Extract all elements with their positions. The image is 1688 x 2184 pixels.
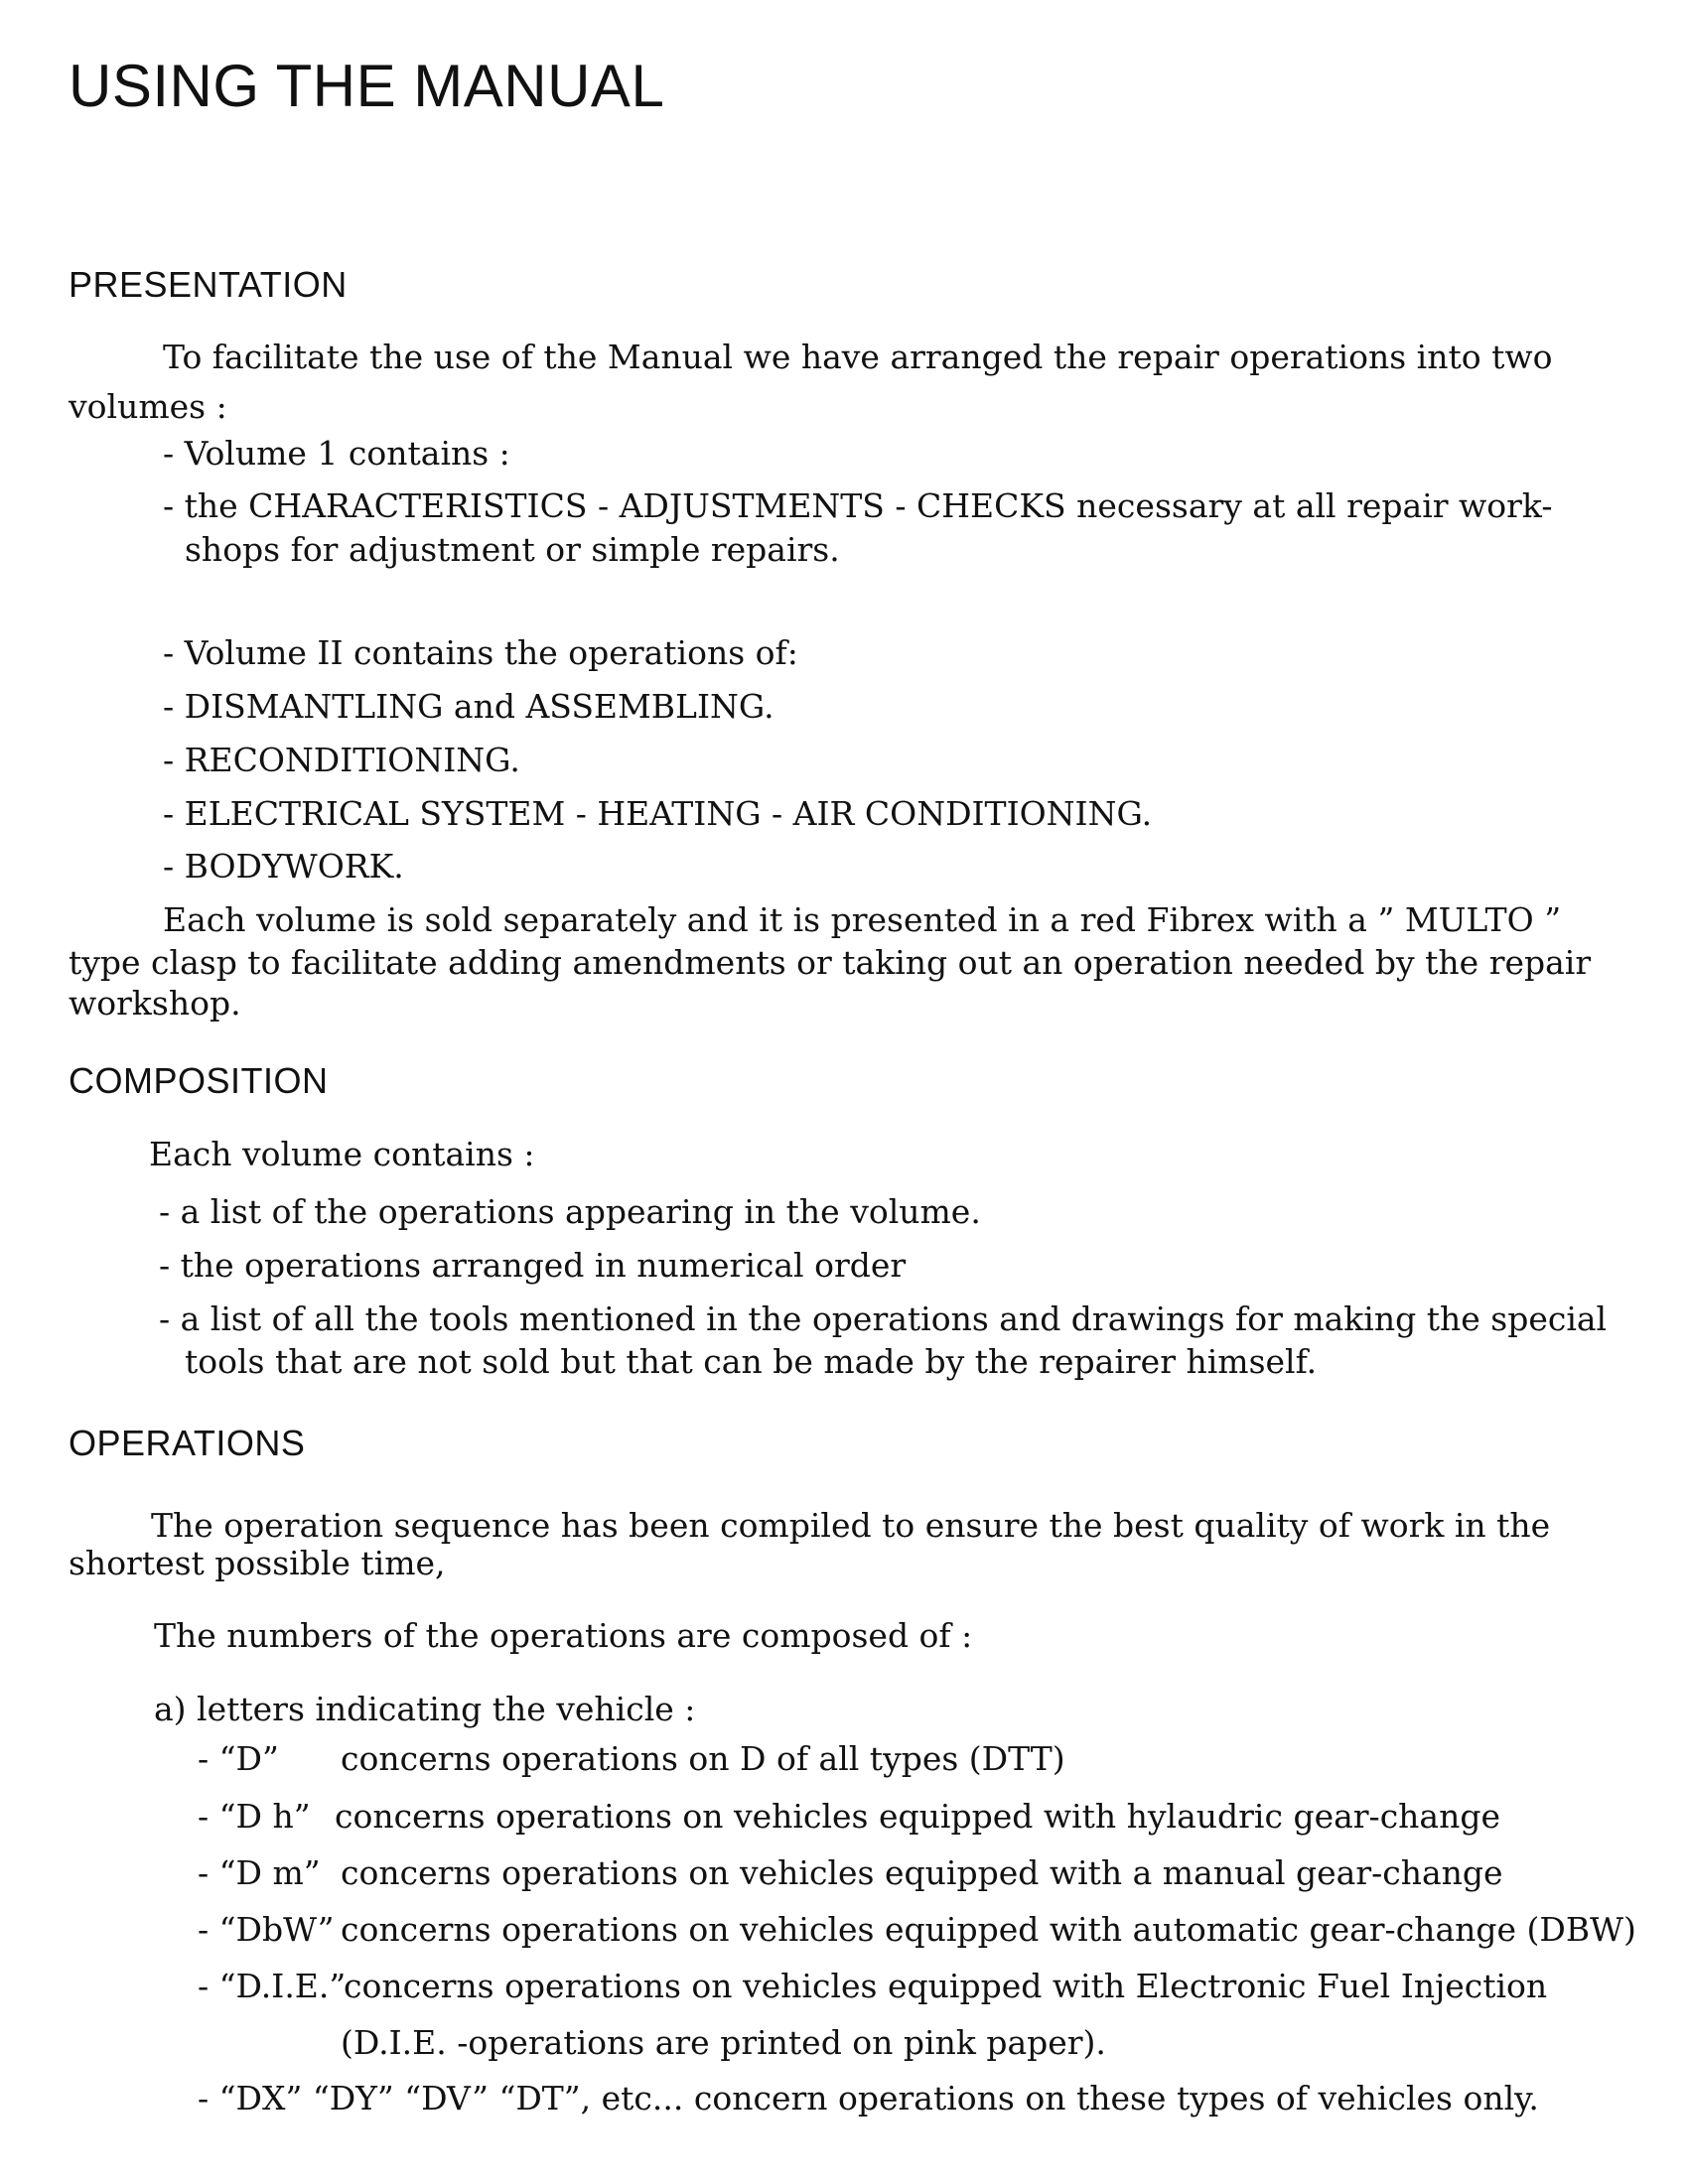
operations-numbers-intro: The numbers of the operations are composed of :: [154, 1616, 973, 1655]
page-title: USING THE MANUAL: [69, 53, 665, 119]
presentation-heading: PRESENTATION: [69, 264, 348, 305]
vehicle-code: - “D”: [198, 1739, 279, 1778]
composition-heading: COMPOSITION: [69, 1060, 329, 1101]
presentation-intro-line1: To facilitate the use of the Manual we have arranged the repair operations into two: [163, 338, 1553, 376]
vehicle-code: - “D m”: [198, 1853, 321, 1892]
volume2-label: - Volume II contains the operations of:: [163, 633, 798, 672]
volume1-item-line1: - the CHARACTERISTICS - ADJUSTMENTS - CHECKS necessary at all repair work-: [163, 486, 1553, 525]
vehicle-types-line: - “DX” “DY” “DV” “DT”, etc... concern operations on these types of vehicles only.: [198, 2079, 1539, 2117]
operations-sequence-line2: shortest possible time,: [69, 1544, 446, 1582]
vehicle-code: - “D h”: [198, 1797, 311, 1836]
vehicle-code-description: concerns operations on vehicles equipped with a manual gear-change: [341, 1853, 1503, 1892]
composition-item: - a list of the operations appearing in the volume.: [159, 1192, 981, 1231]
volume2-item: - RECONDITIONING.: [163, 741, 520, 779]
volume2-item: - BODYWORK.: [163, 847, 404, 886]
vehicle-code-description: concerns operations on vehicles equipped with hylaudric gear-change: [335, 1797, 1501, 1836]
composition-item-continued: tools that are not sold but that can be made by the repairer himself.: [185, 1342, 1318, 1381]
die-note: (D.I.E. -operations are printed on pink paper).: [341, 2023, 1106, 2062]
operations-sequence-line1: The operation sequence has been compiled to ensure the best quality of work in the: [151, 1506, 1551, 1545]
presentation-sold-line1: Each volume is sold separately and it is presented in a red Fibrex with a ” MULTO ”: [163, 900, 1562, 939]
volume1-item-line2: shops for adjustment or simple repairs.: [185, 530, 840, 569]
vehicle-code-description: concerns operations on vehicles equipped with automatic gear-change (DBW): [341, 1910, 1636, 1949]
volume2-item: - ELECTRICAL SYSTEM - HEATING - AIR CONDITIONING.: [163, 794, 1153, 833]
vehicle-code: - “DbW”: [198, 1910, 335, 1949]
presentation-sold-line3: workshop.: [69, 984, 241, 1023]
vehicle-code: - “D.I.E.”: [198, 1967, 347, 2005]
vehicle-code-description: concerns operations on vehicles equipped with Electronic Fuel Injection: [344, 1967, 1548, 2005]
volume1-label: - Volume 1 contains :: [163, 434, 510, 473]
composition-item: - a list of all the tools mentioned in the operations and drawings for making the special: [159, 1299, 1608, 1338]
presentation-sold-line2: type clasp to facilitate adding amendments or taking out an operation needed by the repair: [69, 943, 1592, 982]
composition-intro: Each volume contains :: [149, 1135, 535, 1173]
vehicle-code-description: concerns operations on D of all types (DTT): [341, 1739, 1065, 1778]
operations-heading: OPERATIONS: [69, 1423, 306, 1463]
volume2-item: - DISMANTLING and ASSEMBLING.: [163, 687, 774, 726]
presentation-intro-line2: volumes :: [69, 387, 227, 426]
composition-item: - the operations arranged in numerical order: [159, 1246, 907, 1285]
operations-letters-intro: a) letters indicating the vehicle :: [154, 1690, 696, 1728]
